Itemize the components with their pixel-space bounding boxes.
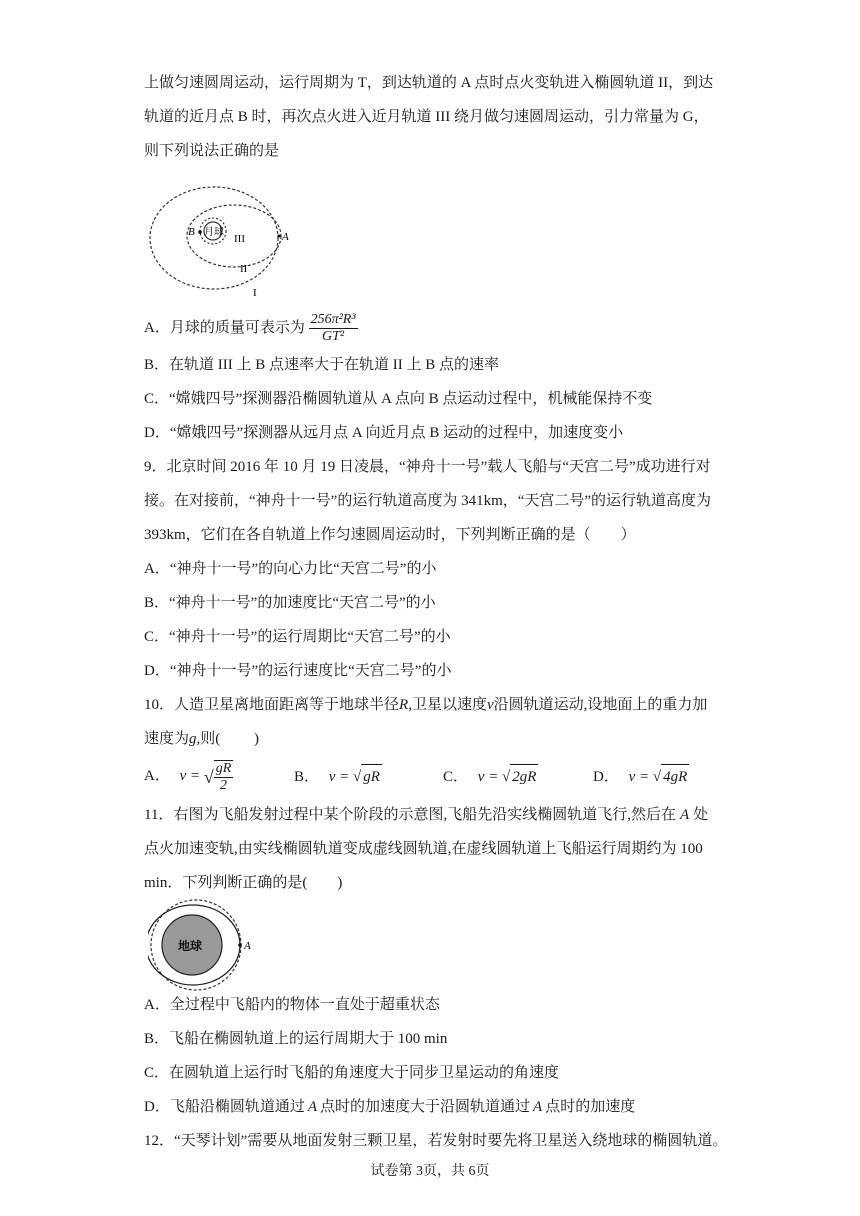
q10-option-b-lhs: v = [328,769,350,785]
q10-option-a-fraction [214,760,234,794]
q10-option-b [294,764,382,788]
q10-var-g: g [189,731,197,747]
q10-var-v: v [486,697,494,713]
q9-option-c: C．“神舟十一号”的运行周期比“天宫二号”的小 [144,629,451,645]
q9-option-d: D．“神舟十一号”的运行速度比“天宫二号”的小 [144,663,452,679]
page-footer: 试卷第 3页，共 6页 [370,1164,490,1179]
q11-var-A: A [679,807,690,823]
q11-option-d [144,1096,635,1118]
q10-option-d [593,764,689,788]
radicand: gR [361,764,382,788]
q9-stem-line3: 393km，它们在各自轨道上作匀速圆周运动时，下列判断正确的是（ ） [144,527,636,543]
q8-option-a-fraction [309,312,358,345]
q8-option-d: D．“嫦娥四号”探测器从远月点 A 向近月点 B 运动的过程中，加速度变小 [144,425,624,441]
q10-option-b-label: B． [294,769,320,785]
radicand: 4gR [661,764,689,788]
q9-option-b: B．“神舟十一号”的加速度比“天宫二号”的小 [144,595,436,611]
figure-label-III: III [234,233,245,245]
q10-option-c [443,764,538,788]
radicand: 2gR [510,764,538,788]
q10-option-d-lhs: v = [628,769,650,785]
q10-option-d-label: D． [593,769,619,785]
q9-stem-line2: 接。在对接前，“神舟十一号”的运行轨道高度为 341km，“天宫二号”的运行轨道高度为 [144,493,712,509]
q11-orbit-figure [148,898,260,992]
figure-label-II: II [240,263,248,275]
q11-option-d-text-b: 点时的加速度大于沿圆轨道通过 [320,1099,531,1115]
q9-option-a: A．“神舟十一号”的向心力比“天宫二号”的小 [144,561,437,577]
q8-option-a-text: A．月球的质量可表示为 [144,320,305,336]
q10-option-b-sqrt: √ gR [353,764,382,788]
q11-text-b: 处 [693,807,709,823]
figure-label-B: B [188,226,195,238]
q10-text-b: ,卫星以速度 [408,697,487,713]
q12-stem-line1: 12．“天琴计划”需要从地面发射三颗卫星，若发射时要先将卫星送入绕地球的椭圆轨道。 [144,1133,728,1149]
q10-option-a [144,756,233,797]
sqrt-sign: √ [203,766,214,787]
q8-option-c: C．“嫦娥四号”探测器沿椭圆轨道从 A 点向 B 点运动过程中，机械能保持不变 [144,391,653,407]
q10-option-a-lhs: v = [179,768,201,784]
q10-option-d-sqrt: √ 4gR [653,764,689,788]
q11-stem-line2: 点火加速变轨,由实线椭圆轨道变成虚线圆轨道,在虚线圆轨道上飞船运行周期约为 100 [144,841,703,857]
figure-label-A: A [282,231,289,243]
q10-option-c-label: C． [443,769,469,785]
q10-var-R: R [399,697,409,713]
moon-label: 月球 [204,227,224,238]
q11-option-d-var-A2: A [533,1099,543,1115]
fraction-numerator: gR [215,760,232,776]
q10-option-c-sqrt: √ 2gR [502,764,538,788]
fraction-denominator: 2 [220,777,228,793]
q10-stem-line2 [144,728,259,750]
q10-text-d: 速度为 [144,731,190,747]
q10-option-a-label: A． [144,768,170,784]
q11-stem-line3: min．下列判断正确的是( ) [144,875,343,891]
point-A-dot [278,235,281,238]
point-B-dot [198,230,202,234]
q11-stem-line1 [144,804,708,826]
q8-stem-line2: 轨道的近月点 B 时，再次点火进入近月轨道 III 绕月做匀速圆周运动，引力常量为 G， [144,109,709,125]
q10-text-a: 10．人造卫星离地面距离等于地球半径 [144,697,400,713]
q8-stem-line3: 则下列说法正确的是 [144,143,280,159]
point-A-dot [238,943,242,947]
q9-stem-line1: 9．北京时间 2016 年 10 月 19 日凌晨，“神舟十一号”载人飞船与“天宫二号”成功进行对 [144,459,711,475]
figure-label-A: A [244,940,251,952]
q10-stem-line1 [144,694,707,716]
q10-text-c: 沿圆轨道运动,设地面上的重力加 [493,697,708,713]
q11-option-c: C．在圆轨道上运行时飞船的角速度大于同步卫星运动的角速度 [144,1065,560,1081]
q11-option-d-var-A1: A [307,1099,318,1115]
figure-label-I: I [253,287,257,298]
q10-text-e: ,则( ) [196,731,260,747]
q8-option-b: B．在轨道 III 上 B 点速率大于在轨道 II 上 B 点的速率 [144,357,499,373]
q8-orbit-figure [148,186,308,298]
earth-label: 地球 [178,939,203,953]
q11-option-b: B．飞船在椭圆轨道上的运行周期大于 100 min [144,1031,448,1047]
fraction-denominator: GT² [322,329,345,345]
fraction-numerator: 256π²R³ [310,312,356,328]
q11-option-d-text-c: 点时的加速度 [545,1099,636,1115]
q8-option-a [144,310,358,346]
q8-stem-line1: 上做匀速圆周运动，运行周期为 T，到达轨道的 A 点时点火变轨进入椭圆轨道 II，到达 [144,75,714,91]
q10-option-c-lhs: v = [477,769,499,785]
q11-option-d-text-a: D．飞船沿椭圆轨道通过 [144,1099,305,1115]
q11-option-a: A．全过程中飞船内的物体一直处于超重状态 [144,997,440,1013]
q11-text-a: 11．右图为飞船发射过程中某个阶段的示意图,飞船先沿实线椭圆轨道飞行,然后在 [144,807,676,823]
